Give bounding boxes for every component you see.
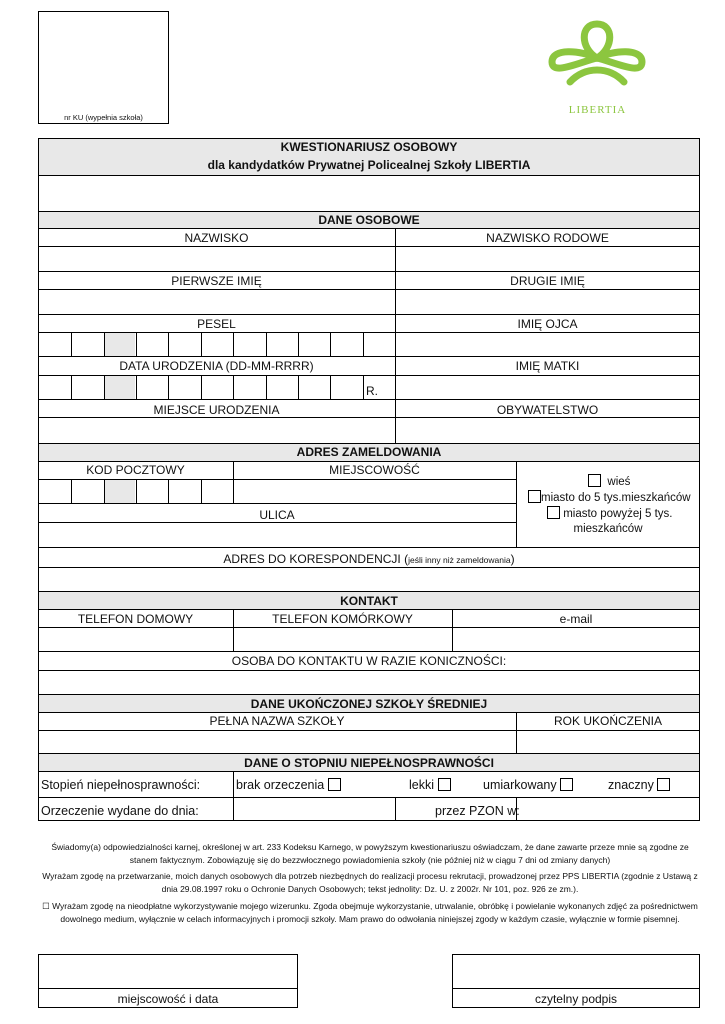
label-korespondencja-note: jeśli inny niż zameldowania [408, 555, 511, 565]
option-miasto-pow-label: miasto powyżej 5 tys. [563, 508, 673, 520]
label-r: R. [366, 384, 378, 398]
input-imie-matki[interactable] [396, 376, 699, 399]
label-korespondencja-close: ) [510, 552, 515, 566]
section-niepelnosprawnosc: DANE O STOPNIU NIEPEŁNOSPRAWNOŚCI [244, 756, 494, 770]
label-pesel: PESEL [197, 317, 236, 331]
checkbox-wies[interactable] [588, 474, 601, 487]
label-miejscowosc: MIEJSCOWOŚĆ [329, 463, 420, 477]
label-obywatelstwo: OBYWATELSTWO [496, 403, 599, 417]
label-nazwisko: NAZWISKO [184, 231, 249, 245]
option-brak[interactable] [236, 778, 341, 792]
input-email[interactable] [453, 628, 699, 651]
label-imie-ojca: IMIĘ OJCA [517, 317, 578, 331]
input-ulica[interactable] [39, 523, 516, 547]
option-miasto-do-label: miasto do 5 tys.mieszkańców [541, 492, 691, 504]
label-pelna-nazwa: PEŁNA NAZWA SZKOŁY [209, 714, 345, 728]
label-czytelny-podpis: czytelny podpis [534, 992, 618, 1006]
label-korespondencja [38, 552, 700, 567]
checkbox-umiarkowany[interactable] [560, 778, 573, 791]
libertia-logo-icon [540, 18, 655, 100]
label-drugie-imie: DRUGIE IMIĘ [510, 274, 585, 288]
checkbox-lekki[interactable] [438, 778, 451, 791]
checkbox-brak[interactable] [328, 778, 341, 791]
legal-zgoda-wizerunek[interactable]: ☐ Wyrażam zgodę na nieodpłatne wykorzystywanie mojego wizerunku. Zgoda obejmuje wykorzystanie, utrwalanie, obróbkę i powielanie wykonanych zdjęć za pośrednictwem dowolnego medium, wyłącznie w celach informacyjnych i promocji szkoły. Mam prawo do odwołania niniejszej zgody w każdym czasie, wyłącznie w formie pisemnej. [42, 901, 698, 924]
label-miejscowosc-data: miejscowość i data [117, 992, 219, 1006]
checkbox-miasto-pow[interactable] [547, 506, 560, 519]
input-imie-ojca[interactable] [396, 333, 699, 356]
option-brak-label: brak orzeczenia [236, 778, 325, 792]
legal-zgoda-dane: Wyrażam zgodę na przetwarzanie, moich danych osobowych dla potrzeb niezbędnych do realizacji procesu rekrutacji, prowadzonej przez PPS LIBERTIA (zgodnie z Ustawą z dnia 29.08.1997 roku o Ochronie Danych Osobowych; tekst jednolity: Dz. U. z 2002r. Nr 101, poz. 926 ze zm.). [42, 871, 698, 894]
checkbox-miasto-do[interactable] [528, 490, 541, 503]
input-telefon-komorkowy[interactable] [234, 628, 452, 651]
checkbox-znaczny[interactable] [657, 778, 670, 791]
label-kod-pocztowy: KOD POCZTOWY [86, 463, 185, 477]
label-email: e-mail [559, 612, 593, 626]
input-korespondencja[interactable] [39, 568, 699, 591]
input-pelna-nazwa[interactable] [39, 731, 516, 753]
section-kontakt: KONTAKT [340, 594, 398, 608]
option-znaczny-label: znaczny [608, 778, 654, 792]
label-osoba-kontakt: OSOBA DO KONTAKTU W RAZIE KONICZNOŚCI: [231, 654, 507, 668]
option-miasto-pow[interactable] [547, 506, 673, 521]
option-umiarkowany-label: umiarkowany [483, 778, 557, 792]
input-nazwisko[interactable] [39, 247, 395, 271]
input-kod-pocztowy[interactable] [39, 480, 233, 503]
form-title: KWESTIONARIUSZ OSOBOWY [280, 140, 458, 154]
label-stopien: Stopień niepełnosprawności: [41, 778, 201, 792]
option-lekki-label: lekki [409, 778, 435, 792]
section-dane-osobowe: DANE OSOBOWE [318, 213, 420, 227]
option-lekki[interactable] [409, 778, 451, 792]
input-pierwsze-imie[interactable] [39, 290, 395, 314]
logo-text: LIBERTIA [568, 104, 627, 116]
input-telefon-domowy[interactable] [39, 628, 233, 651]
form-blank-row[interactable] [39, 176, 699, 211]
label-przez-pzon: przez PZON w: [435, 804, 520, 818]
label-orzeczenie: Orzeczenie wydane do dnia: [41, 804, 199, 818]
option-wies[interactable] [588, 474, 630, 489]
label-data-urodzenia: DATA URODZENIA (DD-MM-RRRR) [119, 359, 314, 373]
label-pierwsze-imie: PIERWSZE IMIĘ [171, 274, 262, 288]
label-telefon-domowy: TELEFON DOMOWY [77, 612, 194, 626]
label-imie-matki: IMIĘ MATKI [515, 359, 580, 373]
option-miasto-do[interactable] [528, 490, 691, 505]
section-adres: ADRES ZAMELDOWANIA [296, 445, 442, 459]
input-rok-ukonczenia[interactable] [517, 731, 699, 753]
input-miejscowosc[interactable] [234, 480, 516, 503]
input-pzon[interactable] [517, 798, 699, 820]
option-znaczny[interactable] [608, 778, 670, 792]
nr-ku-box[interactable] [38, 11, 169, 124]
option-wies-label: wieś [607, 476, 631, 488]
input-drugie-imie[interactable] [396, 290, 699, 314]
label-miejsce-urodzenia: MIEJSCE URODZENIA [153, 403, 280, 417]
option-umiarkowany[interactable] [483, 778, 573, 792]
legal-oswiadczenie: Świadomy(a) odpowiedzialności karnej, określonej w art. 233 Kodeksu Karnego, w powyższym kwestionariuszu oświadczam, że dane zawarte przeze mnie są zgodne ze stanem faktycznym. Zobowiązuję się do bezzwłocznego powiadomienia szkoły (nie później niż w ciągu 7 dni od zmiany danych) [51, 842, 689, 865]
input-osoba-kontakt[interactable] [39, 671, 699, 694]
form-subtitle: dla kandydatków Prywatnej Policealnej Szkoły LIBERTIA [207, 158, 531, 172]
input-nazwisko-rodowe[interactable] [396, 247, 699, 271]
input-pesel[interactable] [39, 333, 395, 356]
label-korespondencja-main: ADRES DO KORESPONDENCJI ( [223, 552, 409, 566]
input-obywatelstwo[interactable] [396, 418, 699, 443]
label-rok-ukonczenia: ROK UKOŃCZENIA [553, 714, 662, 728]
label-ulica: ULICA [259, 508, 295, 522]
section-szkola: DANE UKOŃCZONEJ SZKOŁY ŚREDNIEJ [250, 697, 488, 711]
option-miasto-pow-label2: mieszkańców [573, 523, 643, 535]
nr-ku-label: nr KU (wypełnia szkoła) [64, 113, 143, 122]
input-data-urodzenia[interactable] [39, 376, 363, 399]
input-orzeczenie-data[interactable] [234, 798, 395, 820]
label-telefon-komorkowy: TELEFON KOMÓRKOWY [272, 612, 413, 626]
label-nazwisko-rodowe: NAZWISKO RODOWE [486, 231, 609, 245]
input-miejsce-urodzenia[interactable] [39, 418, 395, 443]
